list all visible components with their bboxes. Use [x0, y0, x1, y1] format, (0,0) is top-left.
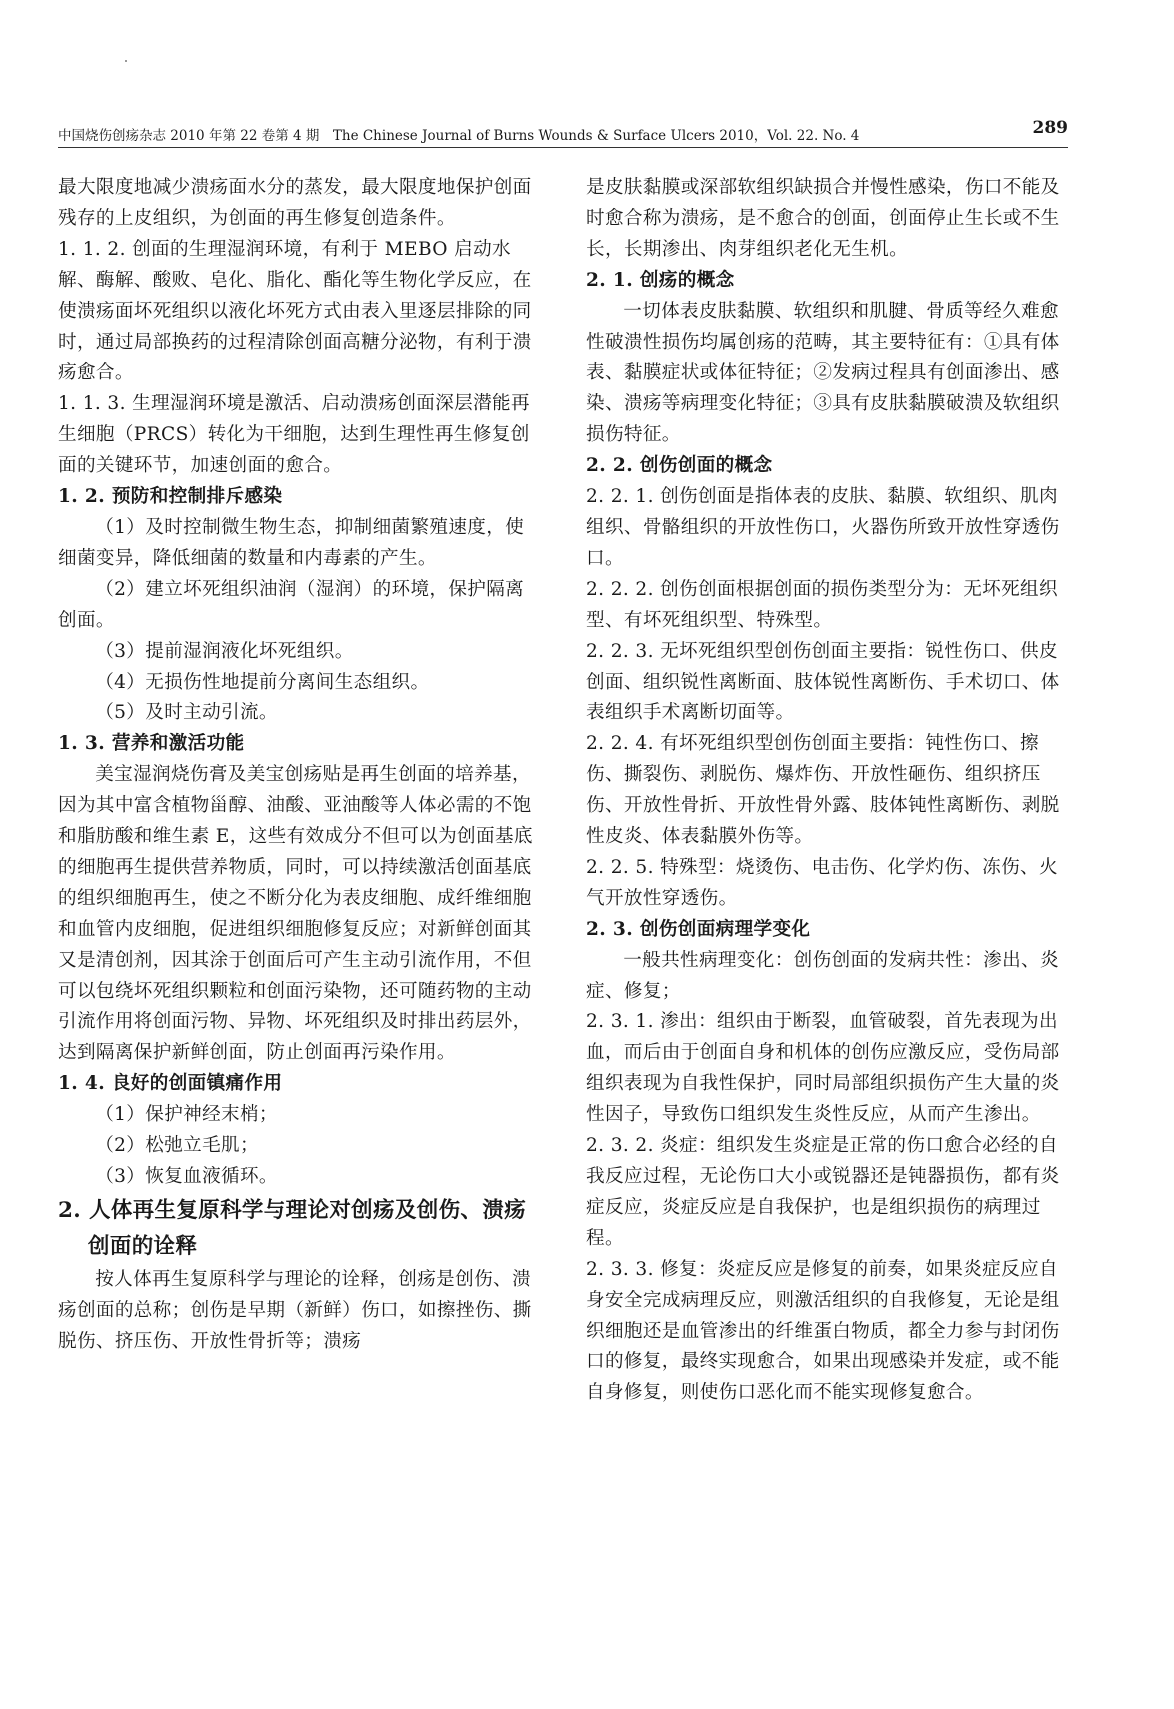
section-heading: 2. 人体再生复原科学与理论对创疡及创伤、溃疡创面的诠释: [58, 1197, 526, 1259]
scan-speck: [125, 60, 127, 62]
paragraph: 2. 2. 5. 特殊型：烧烫伤、电击伤、化学灼伤、冻伤、火气开放性穿透伤。: [586, 856, 1058, 909]
subsection-heading: 1. 3. 营养和激活功能: [58, 733, 245, 755]
paragraph: 一般共性病理变化：创伤创面的发病共性：渗出、炎症、修复；: [586, 949, 1059, 1002]
running-header: [58, 118, 1068, 146]
left-column: [58, 173, 536, 1358]
list-item: （1）保护神经末梢；: [95, 1104, 278, 1126]
paragraph: 2. 2. 1. 创伤创面是指体表的皮肤、黏膜、软组织、肌肉组织、骨骼组织的开放性伤口，火器伤所致开放性穿透伤口。: [586, 486, 1060, 569]
paragraph: 2. 2. 4. 有坏死组织型创伤创面主要指：钝性伤口、擦伤、撕裂伤、剥脱伤、爆炸伤、开放性砸伤、组织挤压伤、开放性骨折、开放性骨外露、肢体钝性离断伤、剥脱性皮炎、体表黏膜外伤等。: [586, 733, 1060, 848]
right-column: [586, 173, 1064, 1409]
paragraph: 2. 3. 2. 炎症：组织发生炎症是正常的伤口愈合必经的自我反应过程，无论伤口大小或锐器还是钝器损伤，都有炎症反应，炎症反应是自我保护，也是组织损伤的病理过程。: [586, 1135, 1060, 1249]
paragraph: 最大限度地减少溃疡面水分的蒸发，最大限度地保护创面残存的上皮组织，为创面的再生修复创造条件。: [58, 177, 532, 229]
paragraph: 1. 1. 2. 创面的生理湿润环境，有利于 MEBO 启动水解、酶解、酸败、皂化、脂化、酯化等生物化学反应，在使溃疡面坏死组织以液化坏死方式由表入里逐层排除的同时，通过局部换药的过程清除创面高糖分泌物，有利于溃疡愈合。: [58, 238, 532, 384]
page-number: 289: [1032, 118, 1068, 138]
paragraph: 2. 2. 2. 创伤创面根据创面的损伤类型分为：无坏死组织型、有坏死组织型、特殊型。: [586, 578, 1058, 631]
list-item: （3）恢复血液循环。: [95, 1166, 278, 1187]
list-item: （2）松弛立毛肌；: [95, 1135, 259, 1157]
subsection-heading: 2. 1. 创疡的概念: [586, 269, 735, 291]
list-item: （2）建立坏死组织油润（湿润）的环境，保护隔离创面。: [58, 578, 525, 631]
list-item: （4）无损伤性地提前分离间生态组织。: [95, 671, 430, 693]
subsection-heading: 1. 4. 良好的创面镇痛作用: [58, 1073, 283, 1095]
paragraph: 2. 2. 3. 无坏死组织型创伤创面主要指：锐性伤口、供皮创面、组织锐性离断面、肢体锐性离断伤、手术切口、体表组织手术离断切面等。: [586, 640, 1060, 724]
subsection-heading: 2. 2. 创伤创面的概念: [586, 455, 773, 477]
journal-citation: 中国烧伤创疡杂志 2010 年第 22 卷第 4 期 The Chinese Journal of Burns Wounds & Surface Ulcers 2010，Vol. 22. No. 4: [58, 128, 860, 144]
list-item: （3）提前湿润液化坏死组织。: [95, 640, 354, 662]
paragraph: 按人体再生复原科学与理论的诠释，创疡是创伤、溃疡创面的总称；创伤是早期（新鲜）伤口，如擦挫伤、撕脱伤、挤压伤、开放性骨折等；溃疡: [58, 1268, 532, 1352]
paragraph: 2. 3. 3. 修复：炎症反应是修复的前奏，如果炎症反应自身安全完成病理反应，则激活组织的自我修复，无论是组织细胞还是血管渗出的纤维蛋白物质，都全力参与封闭伤口的修复，最终实现愈合，如果出现感染并发症，或不能自身修复，则使伤口恶化而不能实现修复愈合。: [586, 1258, 1060, 1404]
list-item: （5）及时主动引流。: [95, 702, 278, 724]
paragraph: 美宝湿润烧伤膏及美宝创疡贴是再生创面的培养基，因为其中富含植物甾醇、油酸、亚油酸等人体必需的不饱和脂肪酸和维生素 E，这些有效成分不但可以为创面基底的细胞再生提供营养物质，同时，可以持续激活创面基底的组织细胞再生，使之不断分化为表皮细胞、成纤维细胞和血管内皮细胞，促进组织细胞修复反应；对新鲜创面其又是清创剂，因其涂于创面后可产生主动引流作用，不但可以包绕坏死组织颗粒和创面污染物，还可随药物的主动引流作用将创面污物、异物、坏死组织及时排出药层外，达到隔离保护新鲜创面，防止创面再污染作用。: [58, 764, 533, 1064]
list-item: （1）及时控制微生物生态，抑制细菌繁殖速度，使细菌变异，降低细菌的数量和内毒素的产生。: [58, 516, 525, 569]
header-rule: [58, 147, 1068, 148]
paragraph: 是皮肤黏膜或深部软组织缺损合并慢性感染，伤口不能及时愈合称为溃疡，是不愈合的创面，创面停止生长或不生长，长期渗出、肉芽组织老化无生机。: [586, 177, 1060, 260]
paragraph: 一切体表皮肤黏膜、软组织和肌腱、骨质等经久难愈性破溃性损伤均属创疡的范畴，其主要特征有：①具有体表、黏膜症状或体征特征；②发病过程具有创面渗出、感染、溃疡等病理变化特征；③具有皮肤黏膜破溃及软组织损伤特征。: [586, 300, 1060, 446]
paragraph: 2. 3. 1. 渗出：组织由于断裂，血管破裂，首先表现为出血，而后由于创面自身和机体的创伤应激反应，受伤局部组织表现为自我性保护，同时局部组织损伤产生大量的炎性因子，导致伤口组织发生炎性反应，从而产生渗出。: [586, 1011, 1060, 1126]
subsection-heading: 1. 2. 预防和控制排斥感染: [58, 486, 283, 508]
subsection-heading: 2. 3. 创伤创面病理学变化: [586, 918, 811, 940]
paragraph: 1. 1. 3. 生理湿润环境是激活、启动溃疡创面深层潜能再生细胞（PRCS）转化为干细胞，达到生理性再生修复创面的关键环节，加速创面的愈合。: [58, 393, 530, 477]
